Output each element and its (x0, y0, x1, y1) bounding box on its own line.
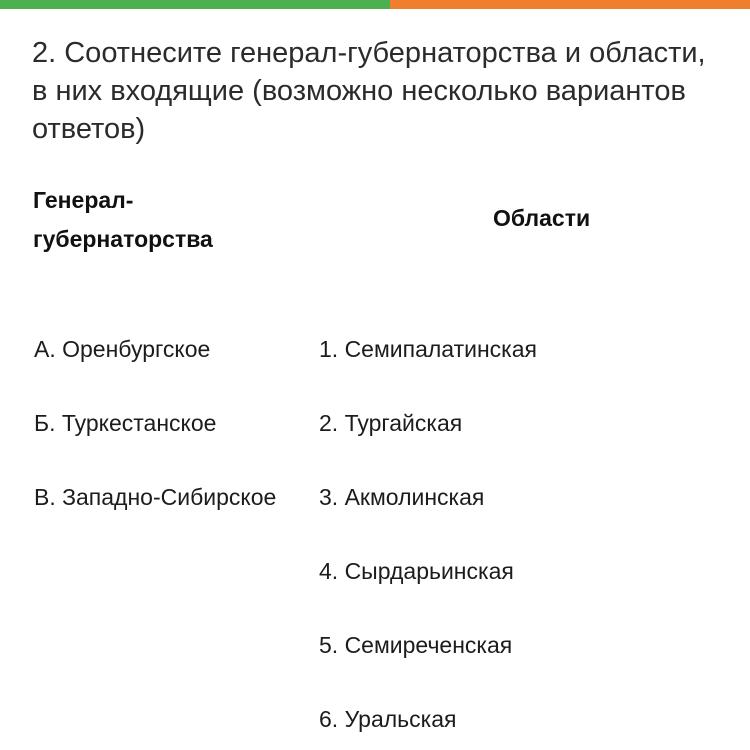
governorate-item-v: В. Западно-Сибирское (34, 484, 277, 510)
question-title: 2. Соотнесите генерал-губернаторства и области, в них входящие (возможно несколько вариантов ответов) (32, 37, 706, 145)
progress-bar (0, 0, 750, 9)
region-item-1: 1. Семипалатинская (319, 336, 537, 362)
column-header-regions: Области (493, 205, 591, 231)
governorate-item-b: Б. Туркестанское (34, 410, 217, 436)
column-header-governorates: Генерал-губернаторства (33, 187, 213, 252)
progress-bar-fill (0, 0, 390, 9)
region-item-3: 3. Акмолинская (319, 484, 485, 510)
region-item-2: 2. Тургайская (319, 410, 463, 436)
region-item-5: 5. Семиреченская (319, 632, 513, 658)
governorate-item-a: А. Оренбургское (34, 336, 211, 362)
region-item-6: 6. Уральская (319, 706, 457, 732)
region-item-4: 4. Сырдарьинская (319, 558, 514, 584)
